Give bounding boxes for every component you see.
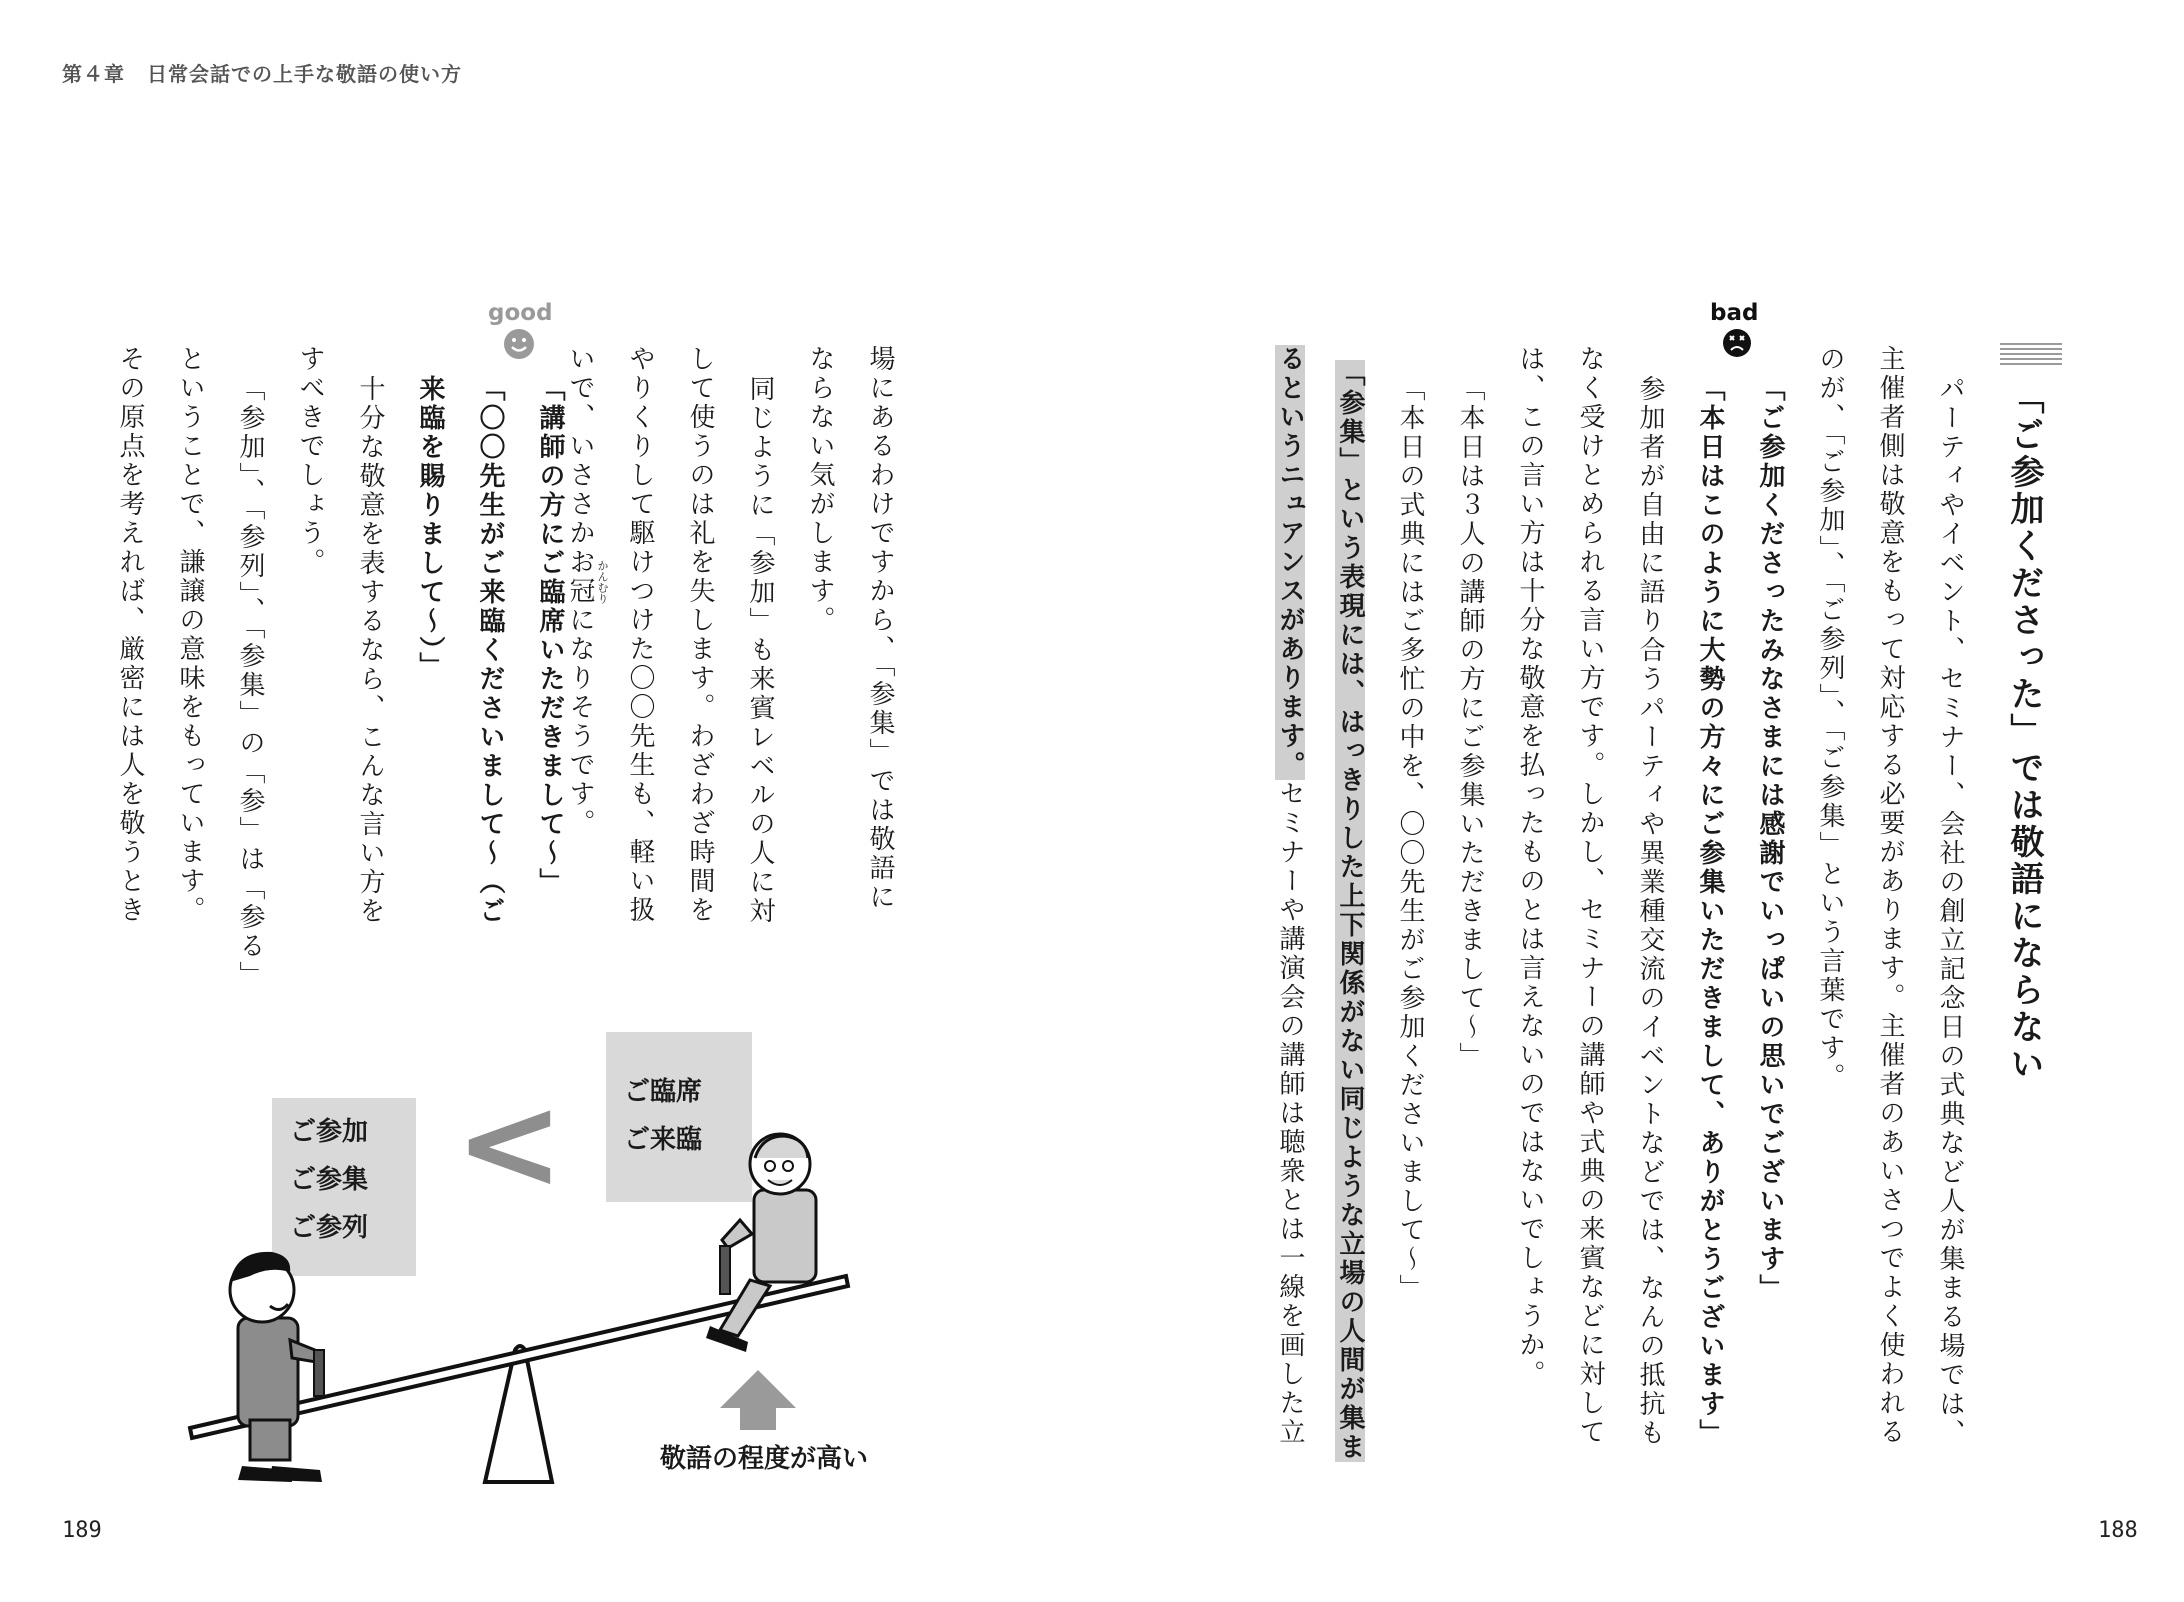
good-example-line-2: 「〇〇先生がご来臨くださいまして〜（ご	[475, 375, 505, 926]
illustration-caption: 敬語の程度が高い	[660, 1444, 869, 1474]
right-paragraph-2-line-3: は、この言い方は十分な敬意を払ったものとは言えないのではないでしょうか。	[1515, 345, 1545, 1389]
low-box-item-3: ご参列	[290, 1213, 369, 1243]
less-than-symbol: <	[455, 1067, 564, 1219]
high-box-item-1: ご臨席	[624, 1077, 703, 1107]
bad-label: bad	[1710, 300, 1759, 326]
page-number-right: 188	[2098, 1518, 2138, 1543]
chapter-number: 第４章	[62, 62, 125, 86]
highlighted-text-2: るというニュアンスがあります。	[1275, 345, 1305, 780]
good-face-icon	[503, 328, 535, 360]
good-example-line-3: 来臨を賜りまして〜）」	[415, 375, 445, 681]
seesaw-illustration	[180, 1130, 880, 1490]
good-label: good	[488, 300, 553, 326]
low-box-item-2: ご参集	[290, 1165, 369, 1195]
section-heading: 「ご参加くださった」では敬語にならない	[2004, 380, 2044, 1083]
quote-line-1: 「本日は３人の講師の方にご参集いただきまして〜」	[1455, 375, 1485, 1071]
high-box-item-2: ご来臨	[624, 1125, 703, 1155]
left-paragraph-4-line-2: すべきでしょう。	[295, 345, 325, 577]
heading-rule	[2000, 343, 2062, 367]
right-paragraph-2-line-1: 参加者が自由に語り合うパーティや異業種交流のイベントなどでは、なんの抵抗も	[1635, 375, 1665, 1448]
right-paragraph-3-line-1	[1332, 360, 1368, 1462]
up-arrow-icon	[720, 1370, 796, 1430]
right-paragraph-1-line-3: のが、「ご参加」、「ご参列」、「ご参集」という言葉です。	[1815, 345, 1845, 1092]
left-paragraph-1-line-1: 場にあるわけですから、「参集」では敬語に	[865, 345, 895, 912]
left-paragraph-2-line-2: して使うのは礼を失します。わざわざ時間を	[685, 345, 715, 925]
quote-line-2: 「本日の式典にはご多忙の中を、〇〇先生がご参加くださいまして〜」	[1395, 375, 1425, 1303]
bad-face-icon	[1722, 328, 1752, 358]
low-box-item-1: ご参加	[290, 1117, 369, 1147]
right-paragraph-1-line-2: 主催者側は敬意をもって対応する必要があります。主催者のあいさつでよく使われる	[1875, 345, 1905, 1447]
chapter-title: 日常会話での上手な敬語の使い方	[147, 62, 462, 86]
high-person-figure	[706, 1134, 816, 1352]
low-person-figure	[230, 1252, 324, 1482]
left-paragraph-4-line-1: 十分な敬意を表するなら、こんな言い方を	[355, 375, 385, 926]
bad-example-line-2: 「本日はこのように大勢の方々にご参集いただきまして、ありがとうございます」	[1695, 375, 1725, 1448]
chapter-header	[62, 58, 462, 87]
highlighted-text-1: 「参集」という表現には、はっきりした上下関係がない同じような立場の人間が集ま	[1335, 360, 1365, 1462]
left-paragraph-2-line-1: 同じように「参加」も来賓レベルの人に対	[745, 375, 775, 926]
left-paragraph-1-line-2: ならない気がします。	[805, 345, 835, 635]
good-example-line-1: 「講師の方にご臨席いただきまして〜」	[535, 375, 565, 897]
left-paragraph-5-line-2: ということで、謙譲の意味をもっています。	[175, 345, 205, 925]
right-paragraph-3-line-2	[1272, 345, 1308, 1447]
right-paragraph-2-line-2: なく受けとめられる言い方です。しかし、セミナーの講師や式典の来賓などに対して	[1575, 345, 1605, 1447]
page-number-left: 189	[62, 1518, 102, 1543]
bad-example-line-1: 「ご参加くださったみなさまには感謝でいっぱいの思いでございます」	[1755, 375, 1785, 1303]
right-paragraph-3-rest: セミナーや講演会の講師は聴衆とは一線を画した立	[1275, 780, 1305, 1447]
left-paragraph-5-line-3: その原点を考えれば、厳密には人を敬うとき	[115, 345, 145, 925]
left-paragraph-2-line-4: いで、いささかお冠になりそうです。	[565, 345, 595, 838]
left-paragraph-2-line-3: やりくりして駆けつけた〇〇先生も、軽い扱	[625, 345, 655, 925]
left-paragraph-5-line-1: 「参加」、「参列」、「参集」の「参」は「参る」	[235, 375, 265, 990]
right-paragraph-1-line-1: パーティやイベント、セミナー、会社の創立記念日の式典など人が集まる場では、	[1935, 375, 1965, 1448]
ruby-kanmuri: かんむり	[596, 560, 609, 604]
